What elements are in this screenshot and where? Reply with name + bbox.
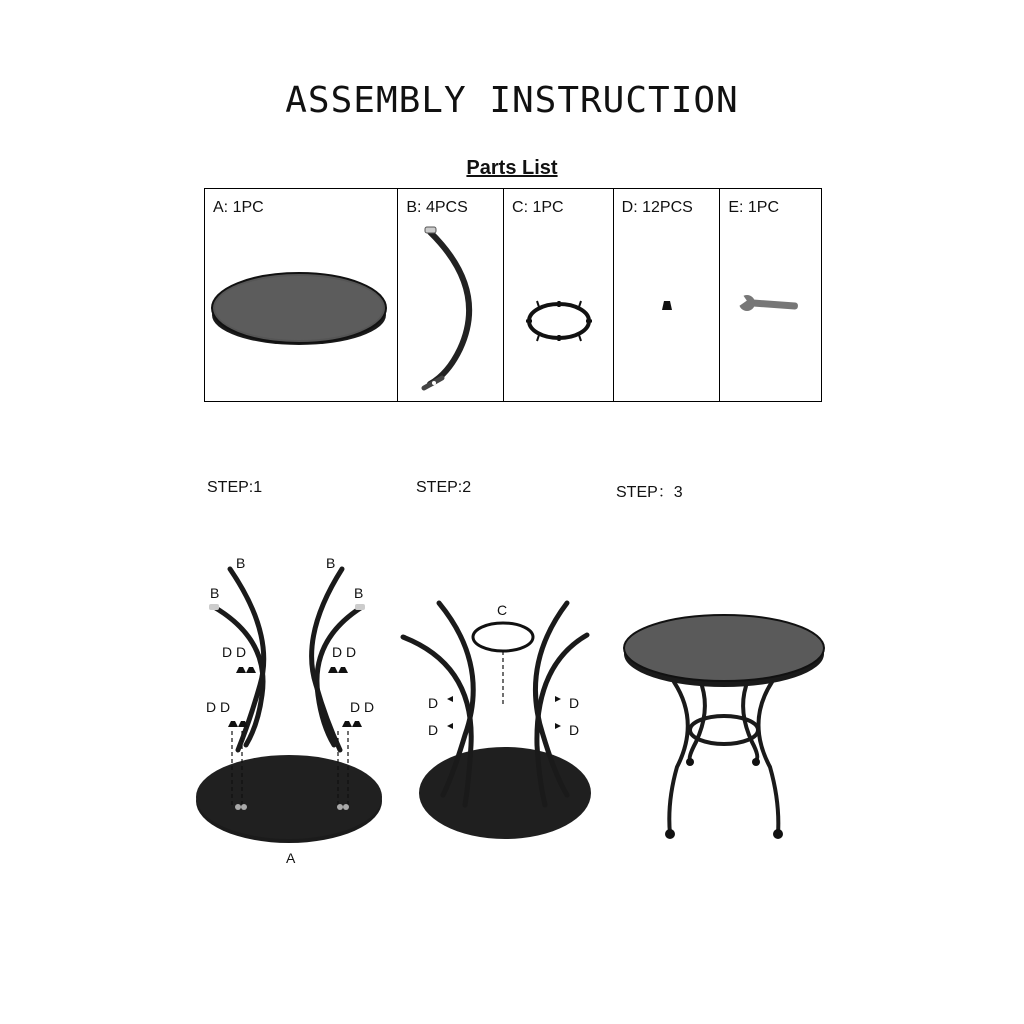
nut-icon [614,189,721,401]
part-a-label: A: 1PC [213,199,264,216]
step-3-assembled-table [622,612,827,847]
nut-pair-label: D D [350,699,375,715]
nut-pair-label: D D [222,644,247,660]
part-c-label: C: 1PC [512,199,564,216]
step-1-diagram [190,545,400,875]
leg-b-label: B [210,585,220,601]
nut-d-label: D [569,722,580,738]
part-d-cell [614,189,721,401]
part-b-cell [398,189,504,401]
curved-leg-icon [398,189,504,401]
parts-list-heading: Parts List [466,157,558,179]
ring-brace-icon [504,189,614,401]
part-e-label: E: 1PC [728,199,780,216]
nut-d-label: D [569,695,580,711]
wrench-icon [720,189,821,401]
leg-b-label: B [354,585,364,601]
nut-pair-label: D D [332,644,357,660]
step-2-label: STEP:2 [416,479,472,496]
ring-c-label: C [497,602,508,618]
nut-d-label: D [428,695,439,711]
leg-b-label: B [236,555,246,571]
part-e-cell [720,189,821,401]
parts-table [204,188,822,402]
part-d-label: D: 12PCS [621,199,693,216]
round-tabletop-icon [205,189,399,401]
nut-pair-label: D D [206,699,231,715]
part-a-cell [205,189,398,401]
step-3-label: STEP：3 [616,484,683,501]
part-b-label: B: 4PCS [406,199,468,216]
leg-b-label: B [326,555,336,571]
step-1-label: STEP:1 [207,479,263,496]
nut-d-label: D [428,722,439,738]
tabletop-a-label: A [286,850,296,866]
part-c-cell [504,189,614,401]
step-2-diagram [395,595,605,845]
page-title: ASSEMBLY INSTRUCTION [285,80,739,121]
